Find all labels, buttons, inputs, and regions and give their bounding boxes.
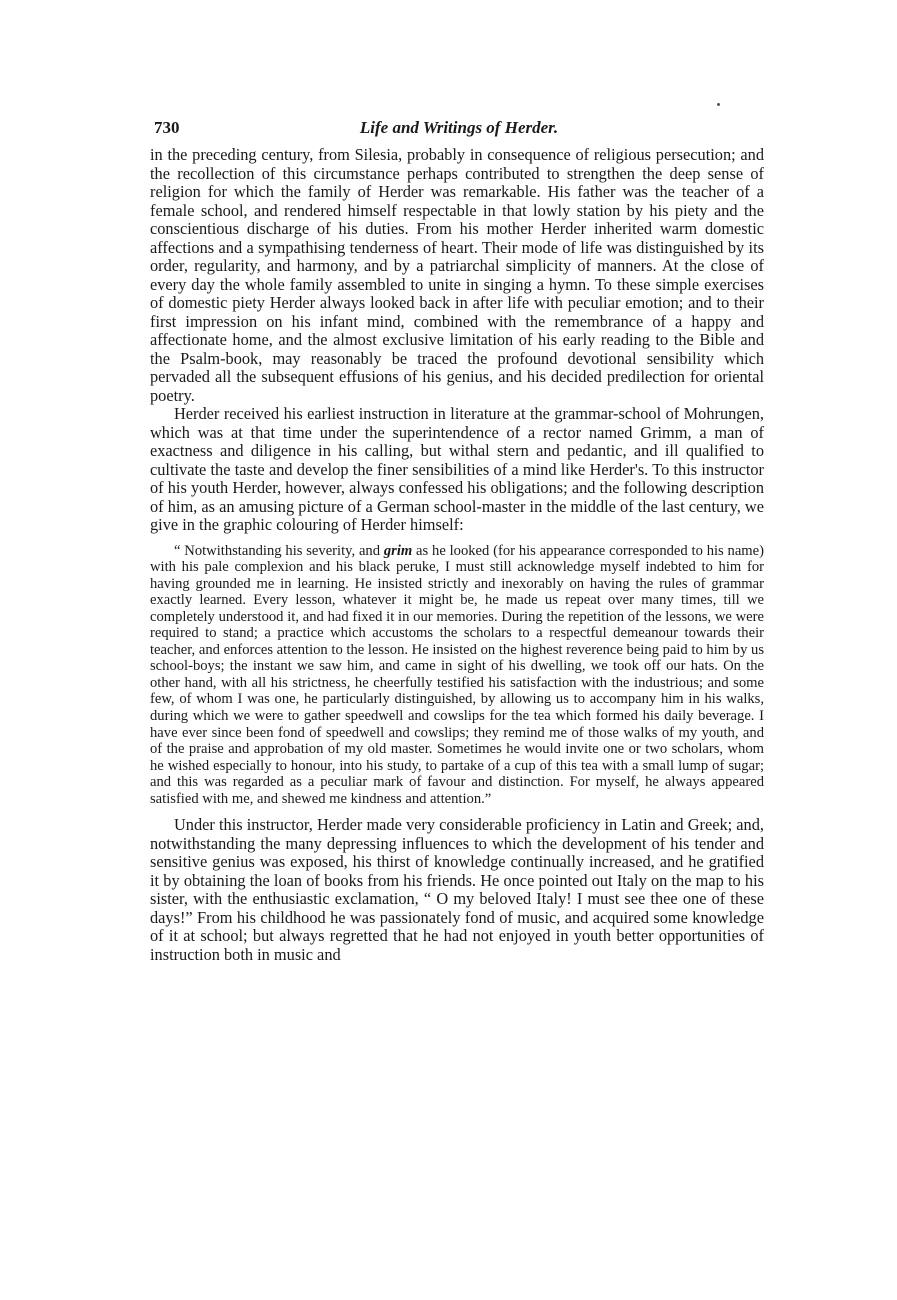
body-text	[150, 146, 764, 964]
page-number: 730	[154, 118, 180, 137]
paragraph-2: Herder received his earliest instruction in literature at the grammar-school of Mohrungen, which was at that time under the superintendence of a rector named Grimm, a man of exactness and diligence in his calling, but withal stern and pedantic, and ill qualified to cultivate the taste and develop the finer sensibilities of a mind like Herder's. To this instructor of his youth Herder, however, always confessed his obligations; and the following description of him, as an amusing picture of a German school-master in the middle of the last century, we give in the graphic colouring of Herder himself:	[150, 404, 764, 534]
speck-mark	[717, 103, 720, 106]
quote-text-rest: as he looked (for his appearance corresponded to his name) with his pale complexion and his black peruke, I must still acknowledge myself indebted to him for having grounded me in learning. He insisted strictly and inexorably on having the rules of grammar exactly learned. Every lesson, whatever it might be, he made us repeat over many times, till we completely understood it, and had fixed it in our memories. During the repetition of the lessons, we were required to stand; a practice which accustoms the scholars to a respectful demeanour towards their teacher, and enforces attention to the lesson. He insisted on the highest reverence being paid to him by us school-boys; the instant we saw him, and came in sight of his dwelling, we took off our hats. On the other hand, with all his strictness, he cheerfully testified his satisfaction with the industrious; and some few, of whom I was one, he particularly distinguished, by allowing us to accompany him in his walks, during which we were to gather speedwell and cowslips for the tea which formed his daily beverage. I have ever since been fond of speedwell and cowslips; they remind me of those walks of my youth, and of the praise and approbation of my old master. Sometimes he would invite one or two scholars, whom he wished especially to honour, into his study, to partake of a cup of this tea with a small lump of sugar; and this was regarded as a peculiar mark of favour and distinction. For myself, he always appeared satisfied with me, and shewed me kindness and attention.”	[150, 542, 764, 807]
quote-text-start: “ Notwithstanding his severity, and	[174, 542, 384, 559]
page-header	[154, 118, 764, 140]
quote-emphasis: grim	[383, 542, 413, 559]
running-title: Life and Writings of Herder.	[359, 118, 559, 137]
paragraph-3: Under this instructor, Herder made very considerable proficiency in Latin and Greek; and, notwithstanding the many depressing influences to which the development of his tender and sensitive genius was exposed, his thirst of knowledge continually increased, and he gratified it by obtaining the loan of books from his friends. He once pointed out Italy on the map to his sister, with the enthusiastic exclamation, “ O my beloved Italy! I must see thee one of these days!” From his childhood he was passionately fond of music, and acquired some knowledge of it at school; but always regretted that he had not enjoyed in youth better opportunities of instruction both in music and	[150, 815, 764, 964]
block-quote	[150, 543, 764, 808]
paragraph-1: in the preceding century, from Silesia, probably in consequence of religious persecution; and the recollection of this circumstance perhaps contributed to strengthen the deep sense of religion for which the family of Herder was remarkable. His father was the teacher of a female school, and rendered himself respectable in that lowly station by his piety and the conscientious discharge of his duties. From his mother Herder inherited warm domestic affections and a sympathising tenderness of heart. Their mode of life was distinguished by its order, regularity, and harmony, and by a patriarchal simplicity of manners. At the close of every day the whole family assembled to unite in singing a hymn. To these simple exercises of domestic piety Herder always looked back in after life with peculiar emotion; and to their first impression on his infant mind, combined with the remembrance of a happy and affectionate home, and the almost exclusive limitation of his early reading to the Bible and the Psalm-book, may reasonably be traced the profound devotional sensibility which pervaded all the subsequent effusions of his genius, and his decided predilection for oriental poetry.	[150, 145, 764, 405]
